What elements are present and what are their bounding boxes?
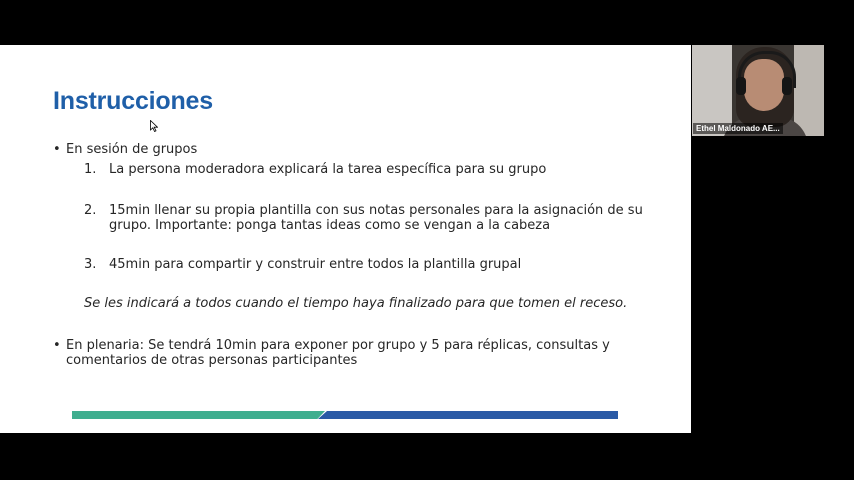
- item-number: 3.: [84, 257, 97, 272]
- item-text: La persona moderadora explicará la tarea específica para su grupo: [109, 162, 547, 177]
- slide-title: Instrucciones: [53, 87, 213, 115]
- presentation-slide: [0, 45, 691, 433]
- item-number: 1.: [84, 162, 97, 177]
- participant-video-tile[interactable]: [692, 45, 824, 136]
- bullet-dot-icon: •: [53, 338, 61, 353]
- mouse-pointer-icon: [150, 120, 158, 132]
- bullet-dot-icon: •: [53, 142, 61, 157]
- footer-bar-teal: [72, 411, 325, 419]
- bullet-text: En plenaria: Se tendrá 10min para exponer por grupo y 5 para réplicas, consultas y comentarios de otras personas participantes: [66, 338, 610, 368]
- participant-name-label: Ethel Maldonado AE...: [693, 123, 783, 134]
- item-text: 15min llenar su propia plantilla con sus notas personales para la asignación de su grupo. Importante: ponga tantas ideas como se vengan a la cabeza: [109, 203, 643, 233]
- break-note: Se les indicará a todos cuando el tiempo haya finalizado para que tomen el receso.: [84, 296, 628, 311]
- item-text: 45min para compartir y construir entre todos la plantilla grupal: [109, 257, 522, 272]
- item-number: 2.: [84, 203, 97, 218]
- footer-bar-blue: [318, 411, 618, 419]
- bullet-text: En sesión de grupos: [66, 142, 198, 157]
